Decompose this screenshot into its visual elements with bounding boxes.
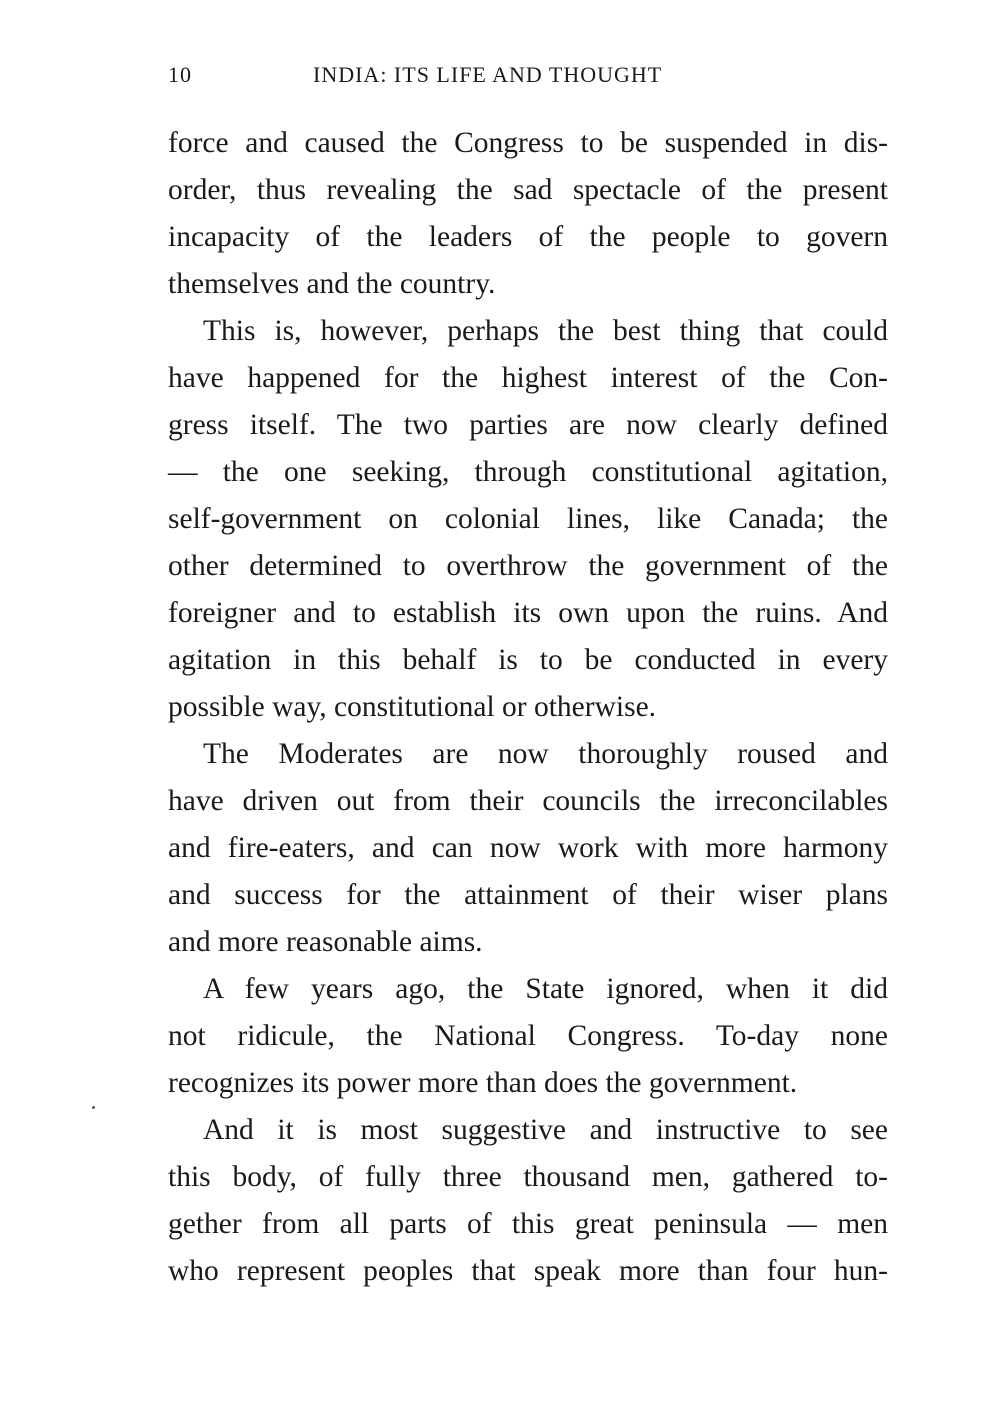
text-line: and fire-eaters, and can now work with more harmony bbox=[168, 832, 888, 864]
text-line: other determined to overthrow the government of the bbox=[168, 550, 888, 582]
text-line: foreigner and to establish its own upon the ruins. And bbox=[168, 597, 888, 629]
text-line: And it is most suggestive and instructive to see bbox=[203, 1114, 888, 1146]
text-line: themselves and the country. bbox=[168, 268, 496, 300]
body-text bbox=[168, 120, 888, 1295]
text-line: have driven out from their councils the irreconcilables bbox=[168, 785, 888, 817]
text-line: who represent peoples that speak more than four hun- bbox=[168, 1255, 888, 1287]
text-line: not ridicule, the National Congress. To-day none bbox=[168, 1020, 888, 1052]
text-line: and more reasonable aims. bbox=[168, 926, 483, 958]
text-line: possible way, constitutional or otherwise. bbox=[168, 691, 657, 723]
text-line: force and caused the Congress to be suspended in dis- bbox=[168, 127, 888, 159]
stray-ink-mark bbox=[92, 1106, 95, 1109]
text-line: agitation in this behalf is to be conducted in every bbox=[168, 644, 888, 676]
page-number: 10 bbox=[168, 62, 192, 87]
text-line: gether from all parts of this great peninsula — men bbox=[168, 1208, 888, 1240]
text-line: order, thus revealing the sad spectacle of the present bbox=[168, 174, 888, 206]
text-line: incapacity of the leaders of the people to govern bbox=[168, 221, 888, 253]
text-line: have happened for the highest interest of the Con- bbox=[168, 362, 888, 394]
text-line: This is, however, perhaps the best thing that could bbox=[203, 315, 888, 347]
text-line: gress itself. The two parties are now clearly defined bbox=[168, 409, 888, 441]
text-line: A few years ago, the State ignored, when it did bbox=[203, 973, 888, 1005]
running-title: INDIA: ITS LIFE AND THOUGHT bbox=[313, 62, 663, 87]
text-line: and success for the attainment of their wiser plans bbox=[168, 879, 888, 911]
text-line: this body, of fully three thousand men, gathered to- bbox=[168, 1161, 888, 1193]
text-line: The Moderates are now thoroughly roused and bbox=[203, 738, 888, 770]
running-head bbox=[168, 62, 888, 92]
text-line: — the one seeking, through constitutional agitation, bbox=[168, 456, 888, 488]
text-line: recognizes its power more than does the government. bbox=[168, 1067, 798, 1099]
text-line: self-government on colonial lines, like Canada; the bbox=[168, 503, 888, 535]
